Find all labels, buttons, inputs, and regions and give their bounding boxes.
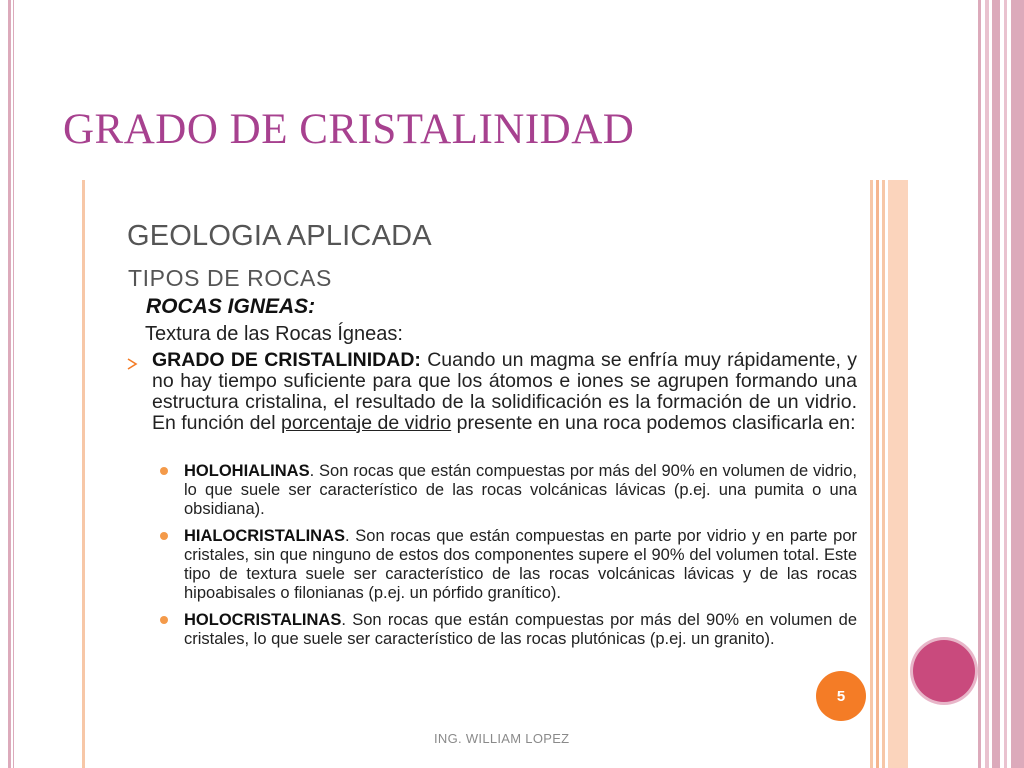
image-right-stripe	[888, 180, 908, 768]
bullet-term: HOLOCRISTALINAS	[184, 611, 342, 629]
image-right-stripe	[882, 180, 885, 768]
arrow-bullet-icon	[126, 358, 138, 370]
page-number-badge: 5	[816, 671, 866, 721]
intro-paragraph	[152, 350, 857, 434]
bullet-list	[184, 462, 857, 650]
right-border-stripe	[978, 0, 981, 768]
intro-lead: GRADO DE CRISTALINIDAD:	[152, 349, 421, 371]
list-item	[184, 462, 857, 519]
bullet-text: . Son rocas que están compuestas por más del 90% en volumen de cristales, lo que suele ser característico de las rocas plutónicas (p.ej. un granito).	[184, 611, 857, 648]
right-border-stripe	[1004, 0, 1007, 768]
bullet-dot-icon	[160, 532, 168, 540]
footer-author: ING. WILLIAM LOPEZ	[434, 731, 570, 746]
slide-title: GRADO DE CRISTALINIDAD	[63, 106, 635, 153]
left-border-stripe	[8, 0, 11, 768]
right-border-stripe	[985, 0, 989, 768]
intro-text: Cuando un magma se enfría muy rápidamente, y no hay tiempo suficiente para que los átomos e iones se agrupen formando una estructura cristalina, el resultado de la solidificación es la formación de un vidrio. En función del	[152, 349, 857, 434]
accent-circle	[913, 640, 975, 702]
list-item	[184, 527, 857, 603]
image-right-stripe	[876, 180, 879, 768]
section-label: ROCAS IGNEAS:	[146, 295, 316, 318]
right-border-stripe	[1011, 0, 1024, 768]
content-heading: GEOLOGIA APLICADA	[127, 220, 432, 252]
bullet-term: HOLOHIALINAS	[184, 462, 310, 480]
list-item	[184, 611, 857, 649]
bullet-term: HIALOCRISTALINAS	[184, 527, 346, 545]
bullet-text: . Son rocas que están compuestas por más del 90% en volumen de vidrio, lo que suele ser característico de las rocas volcánicas lávicas (p.ej. una pumita o una obsidiana).	[184, 462, 857, 518]
bullet-text: . Son rocas que están compuestas en parte por vidrio y en parte por cristales, sin que ninguno de estos dos componentes supere el 90% del volumen total. Este tipo de textura suele ser característico de las rocas volcánicas lávicas y de las rocas hipoabisales o filonianas (p.ej. un pórfido granítico).	[184, 527, 857, 602]
bullet-dot-icon	[160, 467, 168, 475]
content-image	[82, 180, 908, 768]
intro-text-end: presente en una roca podemos clasificarla en:	[451, 412, 856, 434]
bullet-dot-icon	[160, 616, 168, 624]
image-right-stripe	[870, 180, 873, 768]
topic-label: Textura de las Rocas Ígneas:	[145, 323, 403, 345]
image-left-stripe	[82, 180, 85, 768]
right-border-stripe	[992, 0, 1000, 768]
left-border-stripe	[13, 0, 14, 768]
content-subheading: TIPOS DE ROCAS	[128, 265, 332, 291]
intro-underlined: porcentaje de vidrio	[281, 412, 452, 434]
